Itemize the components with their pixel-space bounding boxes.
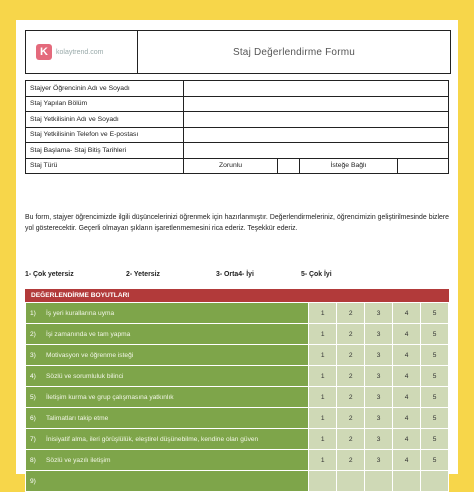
info-row xyxy=(26,143,449,159)
info-table xyxy=(25,80,449,174)
score-5[interactable]: 5 xyxy=(421,366,449,387)
logo-text: kolaytrend.com xyxy=(56,48,104,56)
score-1[interactable]: 1 xyxy=(309,408,337,429)
info-field[interactable] xyxy=(184,112,449,128)
score-5[interactable] xyxy=(421,471,449,492)
staj-type-checkbox[interactable] xyxy=(398,158,449,174)
info-row xyxy=(26,81,449,97)
evaluation-table xyxy=(25,302,449,492)
score-1[interactable]: 1 xyxy=(309,450,337,471)
score-3[interactable]: 3 xyxy=(365,408,393,429)
score-4[interactable]: 4 xyxy=(393,408,421,429)
score-4[interactable]: 4 xyxy=(393,303,421,324)
criterion-cell xyxy=(26,345,309,366)
score-5[interactable]: 5 xyxy=(421,429,449,450)
scale-label: 3- Orta4- İyi xyxy=(216,271,254,278)
criterion-text: İşi zamanında ve tam yapma xyxy=(46,330,131,338)
form-description: Bu form, stajyer öğrencimizde ilgili düşüncelerinizi öğrenmek için hazırlanmıştır. Değerlendirmeleriniz, öğrencimizin geliştirilmesinde bizlere yol gösterecektir. Geçerli olmayan şıkların işaretlenmemesini rica ederiz. Teşekkür ederiz. xyxy=(25,214,449,232)
evaluation-header: DEĞERLENDİRME BOYUTLARI xyxy=(25,289,449,302)
logo xyxy=(26,31,138,73)
score-1[interactable]: 1 xyxy=(309,324,337,345)
form-header xyxy=(25,30,451,74)
score-2[interactable]: 2 xyxy=(337,345,365,366)
score-1[interactable]: 1 xyxy=(309,345,337,366)
info-label: Staj Yapılan Bölüm xyxy=(26,96,184,112)
rating-scale xyxy=(25,271,449,278)
info-label: Staj Yetkilisinin Telefon ve E-postası xyxy=(26,127,184,143)
info-label: Staj Başlama- Staj Bitiş Tarihleri xyxy=(26,143,184,159)
score-1[interactable] xyxy=(309,471,337,492)
criterion-cell xyxy=(26,324,309,345)
criterion-number: 1) xyxy=(30,309,36,317)
criterion-number: 5) xyxy=(30,393,36,401)
table-row xyxy=(26,345,449,366)
score-4[interactable] xyxy=(393,471,421,492)
scale-label: 1- Çok yetersiz xyxy=(25,271,74,278)
staj-type-option: İsteğe Bağlı xyxy=(300,158,398,174)
score-3[interactable]: 3 xyxy=(365,450,393,471)
score-2[interactable]: 2 xyxy=(337,429,365,450)
score-2[interactable]: 2 xyxy=(337,450,365,471)
table-row xyxy=(26,471,449,492)
table-row xyxy=(26,429,449,450)
criterion-text: İletişim kurma ve grup çalışmasına yatkınlık xyxy=(46,393,174,401)
score-5[interactable]: 5 xyxy=(421,387,449,408)
criterion-number: 2) xyxy=(30,330,36,338)
criterion-number: 4) xyxy=(30,372,36,380)
score-1[interactable]: 1 xyxy=(309,303,337,324)
score-4[interactable]: 4 xyxy=(393,324,421,345)
score-4[interactable]: 4 xyxy=(393,387,421,408)
score-5[interactable]: 5 xyxy=(421,450,449,471)
score-3[interactable]: 3 xyxy=(365,387,393,408)
criterion-cell xyxy=(26,450,309,471)
info-row xyxy=(26,112,449,128)
score-4[interactable]: 4 xyxy=(393,345,421,366)
score-3[interactable]: 3 xyxy=(365,345,393,366)
staj-type-checkbox[interactable] xyxy=(278,158,300,174)
criterion-number: 9) xyxy=(30,477,36,485)
score-4[interactable]: 4 xyxy=(393,429,421,450)
score-2[interactable]: 2 xyxy=(337,324,365,345)
form-page xyxy=(16,20,458,485)
score-1[interactable]: 1 xyxy=(309,429,337,450)
table-row xyxy=(26,324,449,345)
info-label: Stajyer Öğrencinin Adı ve Soyadı xyxy=(26,81,184,97)
score-1[interactable]: 1 xyxy=(309,387,337,408)
score-5[interactable]: 5 xyxy=(421,303,449,324)
score-3[interactable]: 3 xyxy=(365,429,393,450)
criterion-text: Sözlü ve sorumluluk bilinci xyxy=(46,372,124,380)
scale-label: 2- Yetersiz xyxy=(126,271,160,278)
score-3[interactable] xyxy=(365,471,393,492)
criterion-number: 7) xyxy=(30,435,36,443)
criterion-cell xyxy=(26,471,309,492)
score-4[interactable]: 4 xyxy=(393,450,421,471)
criterion-text: İş yeri kurallarına uyma xyxy=(46,309,115,317)
table-row xyxy=(26,366,449,387)
score-2[interactable]: 2 xyxy=(337,408,365,429)
criterion-text: Sözlü ve yazılı iletişim xyxy=(46,456,111,464)
score-2[interactable]: 2 xyxy=(337,387,365,408)
info-row xyxy=(26,127,449,143)
scale-label: 5- Çok İyi xyxy=(301,271,332,278)
staj-type-option: Zorunlu xyxy=(184,158,278,174)
criterion-number: 8) xyxy=(30,456,36,464)
table-row xyxy=(26,450,449,471)
info-row xyxy=(26,96,449,112)
info-label: Staj Yetkilisinin Adı ve Soyadı xyxy=(26,112,184,128)
criterion-cell xyxy=(26,429,309,450)
score-3[interactable]: 3 xyxy=(365,324,393,345)
score-2[interactable]: 2 xyxy=(337,366,365,387)
score-3[interactable]: 3 xyxy=(365,303,393,324)
info-row xyxy=(26,158,449,174)
table-row xyxy=(26,408,449,429)
criterion-text: Motivasyon ve öğrenme isteği xyxy=(46,351,134,359)
info-field[interactable] xyxy=(184,96,449,112)
score-4[interactable]: 4 xyxy=(393,366,421,387)
score-2[interactable]: 2 xyxy=(337,303,365,324)
page-title: Staj Değerlendirme Formu xyxy=(232,46,356,58)
criterion-cell xyxy=(26,366,309,387)
info-field[interactable] xyxy=(184,143,449,159)
logo-icon: K xyxy=(36,44,52,60)
info-field[interactable] xyxy=(184,127,449,143)
criterion-cell xyxy=(26,387,309,408)
score-3[interactable]: 3 xyxy=(365,366,393,387)
score-2[interactable] xyxy=(337,471,365,492)
info-field[interactable] xyxy=(184,81,449,97)
table-row xyxy=(26,303,449,324)
criterion-number: 3) xyxy=(30,351,36,359)
score-5[interactable]: 5 xyxy=(421,324,449,345)
table-row xyxy=(26,387,449,408)
evaluation-section xyxy=(25,289,449,492)
criterion-cell xyxy=(26,408,309,429)
criterion-number: 6) xyxy=(30,414,36,422)
info-label: Staj Türü xyxy=(26,158,184,174)
score-5[interactable]: 5 xyxy=(421,345,449,366)
score-1[interactable]: 1 xyxy=(309,366,337,387)
criterion-text: Talimatları takip etme xyxy=(46,414,109,422)
criterion-cell xyxy=(26,303,309,324)
criterion-text: İnisiyatif alma, ileri görüşlülük, eleştirel düşünebilme, kendine olan güven xyxy=(46,435,259,443)
score-5[interactable]: 5 xyxy=(421,408,449,429)
